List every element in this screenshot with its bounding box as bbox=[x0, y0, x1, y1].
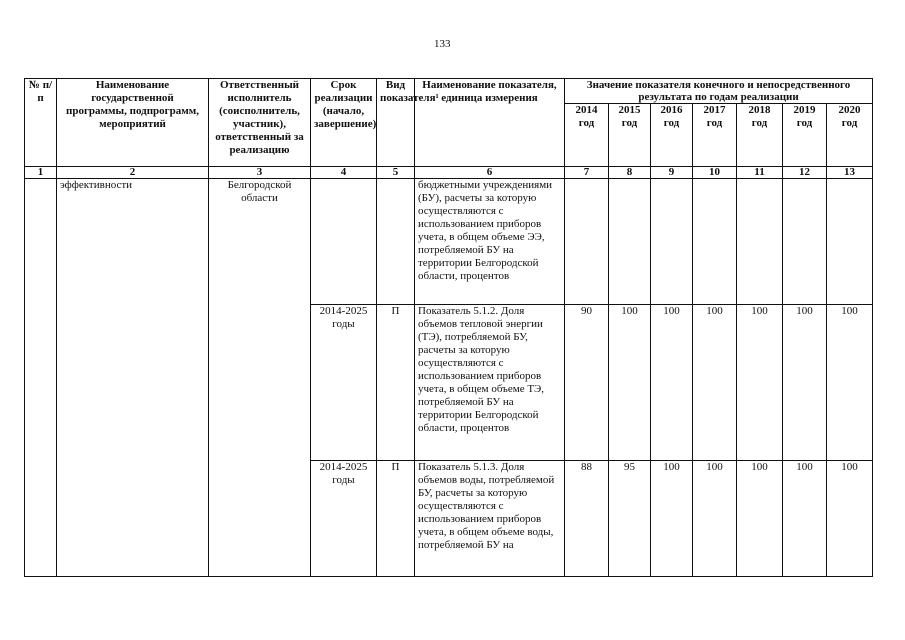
cell-value: 100 bbox=[651, 461, 693, 577]
cell-value bbox=[565, 179, 609, 305]
cell-value: 100 bbox=[783, 305, 827, 461]
column-number: 13 bbox=[827, 167, 873, 179]
cell-indicator: Показатель 5.1.2. Доля объемов тепловой энергии (ТЭ), потребляемой БУ, расчеты за которую осуществляются с использованием приборов учета, в общем объеме ТЭ, потребляемой БУ на территории Белгородской области, процентов bbox=[415, 305, 565, 461]
cell-value: 95 bbox=[609, 461, 651, 577]
table-row bbox=[25, 179, 873, 305]
header-year: 2018 год bbox=[737, 104, 783, 167]
cell-value: 100 bbox=[737, 305, 783, 461]
column-number: 8 bbox=[609, 167, 651, 179]
header-period: Срок реализации (начало, завершение) bbox=[311, 79, 377, 167]
cell-value bbox=[693, 179, 737, 305]
cell-value: 100 bbox=[651, 305, 693, 461]
cell-value: 100 bbox=[737, 461, 783, 577]
cell-value: 100 bbox=[827, 461, 873, 577]
cell-num bbox=[25, 179, 57, 577]
cell-program: эффективности bbox=[57, 179, 209, 577]
header-year: 2016 год bbox=[651, 104, 693, 167]
header-num: № п/п bbox=[25, 79, 57, 167]
column-number: 3 bbox=[209, 167, 311, 179]
header-values-group: Значение показателя конечного и непосредственного результата по годам реализации bbox=[565, 79, 873, 104]
header-program: Наименование государственной программы, подпрограмм, мероприятий bbox=[57, 79, 209, 167]
cell-value: 100 bbox=[693, 305, 737, 461]
column-numbers-row bbox=[25, 167, 873, 179]
cell-kind bbox=[377, 179, 415, 305]
cell-indicator: бюджетными учреждениями (БУ), расчеты за которую осуществляются с использованием приборов учета, в общем объеме ЭЭ, потребляемой БУ на территории Белгородской области, процентов bbox=[415, 179, 565, 305]
header-year: 2019 год bbox=[783, 104, 827, 167]
cell-value: 88 bbox=[565, 461, 609, 577]
column-number: 12 bbox=[783, 167, 827, 179]
indicators-table bbox=[24, 78, 873, 577]
column-number: 9 bbox=[651, 167, 693, 179]
cell-value bbox=[783, 179, 827, 305]
cell-value: 100 bbox=[783, 461, 827, 577]
column-number: 4 bbox=[311, 167, 377, 179]
column-number: 10 bbox=[693, 167, 737, 179]
cell-period: 2014-2025 годы bbox=[311, 305, 377, 461]
cell-value bbox=[651, 179, 693, 305]
cell-value: 100 bbox=[693, 461, 737, 577]
header-year: 2017 год bbox=[693, 104, 737, 167]
cell-period bbox=[311, 179, 377, 305]
cell-value: 90 bbox=[565, 305, 609, 461]
header-year: 2020 год bbox=[827, 104, 873, 167]
page-number: 133 bbox=[434, 38, 451, 50]
cell-indicator: Показатель 5.1.3. Доля объемов воды, потребляемой БУ, расчеты за которую осуществляются с использованием приборов учета, в общем объеме воды, потребляемой БУ на bbox=[415, 461, 565, 577]
column-number: 5 bbox=[377, 167, 415, 179]
column-number: 6 bbox=[415, 167, 565, 179]
column-number: 2 bbox=[57, 167, 209, 179]
cell-value: 100 bbox=[827, 305, 873, 461]
column-number: 7 bbox=[565, 167, 609, 179]
cell-value bbox=[827, 179, 873, 305]
cell-value: 100 bbox=[609, 305, 651, 461]
cell-kind: П bbox=[377, 461, 415, 577]
cell-period: 2014-2025 годы bbox=[311, 461, 377, 577]
cell-kind: П bbox=[377, 305, 415, 461]
cell-value bbox=[609, 179, 651, 305]
header-executor: Ответственный исполнитель (соисполнитель, участник), ответственный за реализацию bbox=[209, 79, 311, 167]
header-kind: Вид показателя¹ bbox=[377, 79, 415, 167]
column-number: 1 bbox=[25, 167, 57, 179]
cell-executor: Белгородской области bbox=[209, 179, 311, 577]
header-indicator: Наименование показателя, единица измерения bbox=[415, 79, 565, 167]
header-year: 2014 год bbox=[565, 104, 609, 167]
column-number: 11 bbox=[737, 167, 783, 179]
header-year: 2015 год bbox=[609, 104, 651, 167]
cell-value bbox=[737, 179, 783, 305]
